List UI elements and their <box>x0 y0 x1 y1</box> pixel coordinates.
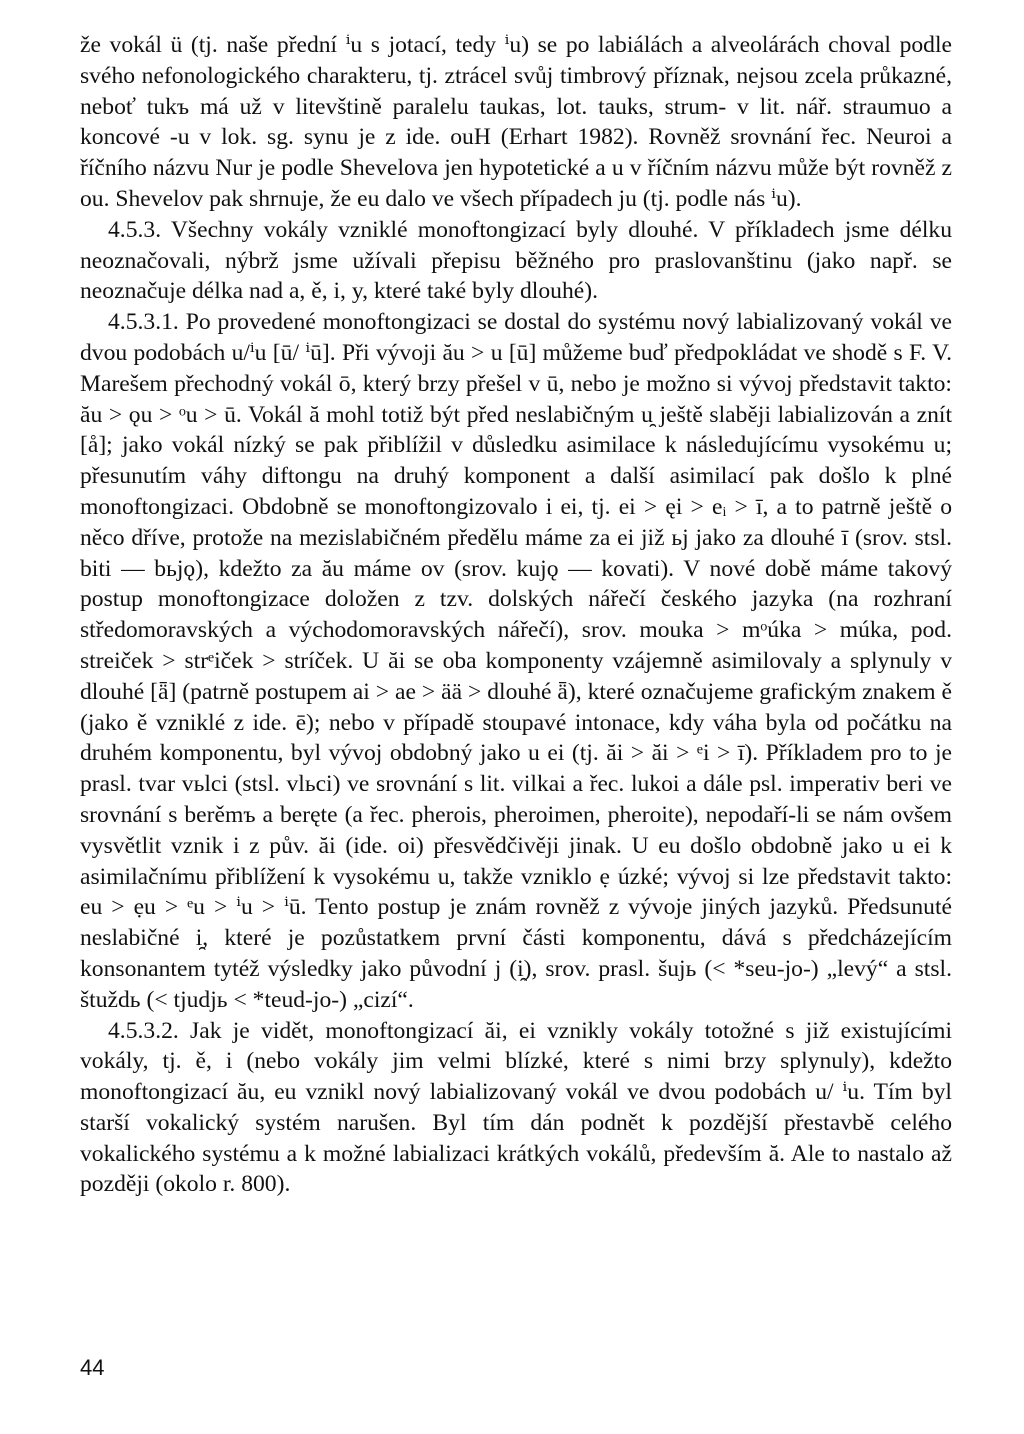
page-body <box>80 30 952 1200</box>
paragraph-4-5-3-1: 4.5.3.1. Po provedené monoftongizaci se dostal do systému nový labializovaný vokál ve dvou podobách u/ⁱu [ū/ ⁱū]. Při vývoji ău > u [ū] můžeme buď předpokládat ve shodě s F. V. Marešem přechodný vokál ō, který brzy přešel v ū, nebo je možno si vývoj představit takto: ău > ǫu > ᵒu > ū. Vokál ă mohl totiž být před neslabičným u̯ ještě slaběji labializován a znít [å]; jako vokál nízký se pak přiblížil v důsledku asimilace k následujícímu vysokému u; přesunutím váhy diftongu na druhý komponent a další asimilací pak došlo k plné monoftongizaci. Obdobně se monoftongizovalo i ei, tj. ei > ęi > eᵢ > ī, a to patrně ještě o něco dříve, protože na mezislabičném předělu máme za ei již ьj jako za dlouhé ī (srov. stsl. biti — bьjǫ), kdežto za ău máme ov (srov. kujǫ — kovati). V nové době máme takový postup monoftongizace doložen z tzv. dolských nářečí českého jazyka (na rozhraní středomoravských a východomoravských nářečí), srov. mouka > mᵒúka > múka, pod. streiček > strᵉiček > stríček. U ăi se oba komponenty vzájemně asimilovaly a splynuly v dlouhé [ǟ] (patrně postupem ai > ae > ää > dlouhé ǟ), které označujeme grafickým znakem ě (jako ě vzniklé z ide. ē); nebo v případě stoupavé intonace, kdy váha byla od počátku na druhém komponentu, byl vývoj obdobný jako u ei (tj. ăi > ăi > ᵉi > ī). Příkladem pro to je prasl. tvar vьlci (stsl. vlьci) ve srovnání s lit. vilkai a řec. lukoi a dále psl. imperativ beri ve srovnání s berěmъ a beręte (a řec. pherois, pheroimen, pheroite), nepodaří-li se nám ovšem vysvětlit vznik i z pův. ăi (ide. oi) přesvědčivěji jinak. U eu došlo obdobně jako u ei k asimilačnímu přiblížení k vysokému u, takže vzniklo ẹ úzké; vývoj si lze představit takto: eu > ẹu > ᵉu > ⁱu > ⁱū. Tento postup je znám rovněž z vývoje jiných jazyků. Předsunuté neslabičné i̯, které je pozůstatkem první části komponentu, dává s předcházejícím konsonantem tytéž výsledky jako původní j (i̯), srov. prasl. šujь (< *seu-jo-) „levý“ a stsl. štuždь (< tjudjь < *teud-jo-) „cizí“. <box>80 309 952 1013</box>
paragraph-continuation: že vokál ü (tj. naše přední ⁱu s jotací, tedy ⁱu) se po labiálách a alveolárách choval podle svého nefonologického charakteru, tj. ztrácel svůj timbrový příznak, nejsou zcela průkazné, neboť tukъ má už v litevštině paralelu taukas, lot. tauks, strum- v lit. nář. straumuo a koncové -u v lok. sg. synu je z ide. ouH (Erhart 1982). Rovněž srovnání řec. Neuroi a říčního názvu Nur je podle Shevelova jen hypotetické a u v říčním názvu může být rovněž z ou. Shevelov pak shrnuje, že eu dalo ve všech případech ju (tj. podle nás ⁱu). <box>80 32 952 212</box>
paragraph-4-5-3-2: 4.5.3.2. Jak je vidět, monoftongizací ăi, ei vznikly vokály totožné s již existujícími vokály, tj. ě, i (nebo vokály jim velmi blízké, které s nimi brzy splynuly), kdežto monoftongizací ău, eu vznikl nový labializovaný vokál ve dvou podobách u/ ⁱu. Tím byl starší vokalický systém narušen. Byl tím dán podnět k pozdější přestavbě celého vokalického systému a k možné labializaci krátkých vokálů, především ă. Ale to nastalo až později (okolo r. 800). <box>80 1017 952 1198</box>
paragraph-4-5-3: 4.5.3. Všechny vokály vzniklé monoftongizací byly dlouhé. V příkladech jsme délku neoznačovali, nýbrž jsme užívali přepisu běžného pro praslovanštinu (jako např. se neoznačuje délka nad a, ě, i, y, které také byly dlouhé). <box>80 216 952 305</box>
page-number: 44 <box>80 1355 105 1380</box>
